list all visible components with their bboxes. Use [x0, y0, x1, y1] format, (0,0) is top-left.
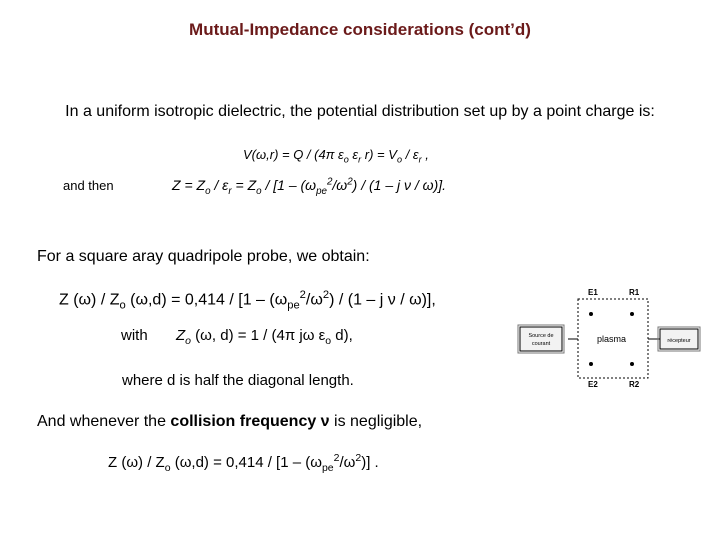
- label-receptor: récepteur: [667, 338, 691, 344]
- z-ratio-equation: Z $(\omega) / Z_o$ $(\omega,d) = 0,414 / [1 - (\omega_{pe}^2/\omega^2) / (1 - j$ ν / ω)],: [59, 289, 436, 312]
- label-e1: E1: [588, 288, 598, 297]
- electrode-e2: [589, 362, 593, 366]
- label-r2: R2: [629, 380, 640, 389]
- z0-definition: $Z_o$ (ω, d) = 1 / (4π jω $\varepsilon_o$ d),: [176, 327, 353, 347]
- current-source-box: [520, 327, 562, 351]
- with-label: with: [121, 327, 148, 344]
- potential-equation: V(ω,r) = Q / (4π $\varepsilon_o$ $\varepsilon_r$ $r) = V_o / \varepsilon_r$ ,: [243, 147, 429, 165]
- label-source-line2: courant: [531, 341, 551, 347]
- impedance-equation: $Z = Z_o / \varepsilon_r = Z_o / [1 - (\omega_{pe}^2/\omega^2) / (1 - j$ ν / ω)].: [172, 176, 447, 197]
- electrode-e1: [589, 312, 593, 316]
- and-then-label: and then: [63, 178, 114, 193]
- electrode-r2: [630, 362, 634, 366]
- collision-text: And whenever the collision frequency ν is negligible,: [37, 413, 423, 430]
- square-array-text: For a square aray quadripole probe, we obtain:: [37, 248, 370, 265]
- label-r1: R1: [629, 288, 640, 297]
- label-source-line1: Source de: [528, 333, 554, 339]
- label-e2: E2: [588, 380, 598, 389]
- label-plasma: plasma: [597, 334, 627, 344]
- electrode-r1: [630, 312, 634, 316]
- z-final-equation: Z $(\omega) / Z_o$ $(\omega,d) = 0,414 / [1 - (\omega_{pe}^2/\omega^2)]$ .: [108, 452, 379, 474]
- intro-text: In a uniform isotropic dielectric, the potential distribution set up by a point charge is:: [65, 103, 655, 120]
- quadripole-probe-diagram: [515, 283, 701, 395]
- diagonal-note: where d is half the diagonal length.: [122, 372, 354, 389]
- slide-title: Mutual-Impedance considerations (cont’d): [189, 20, 531, 39]
